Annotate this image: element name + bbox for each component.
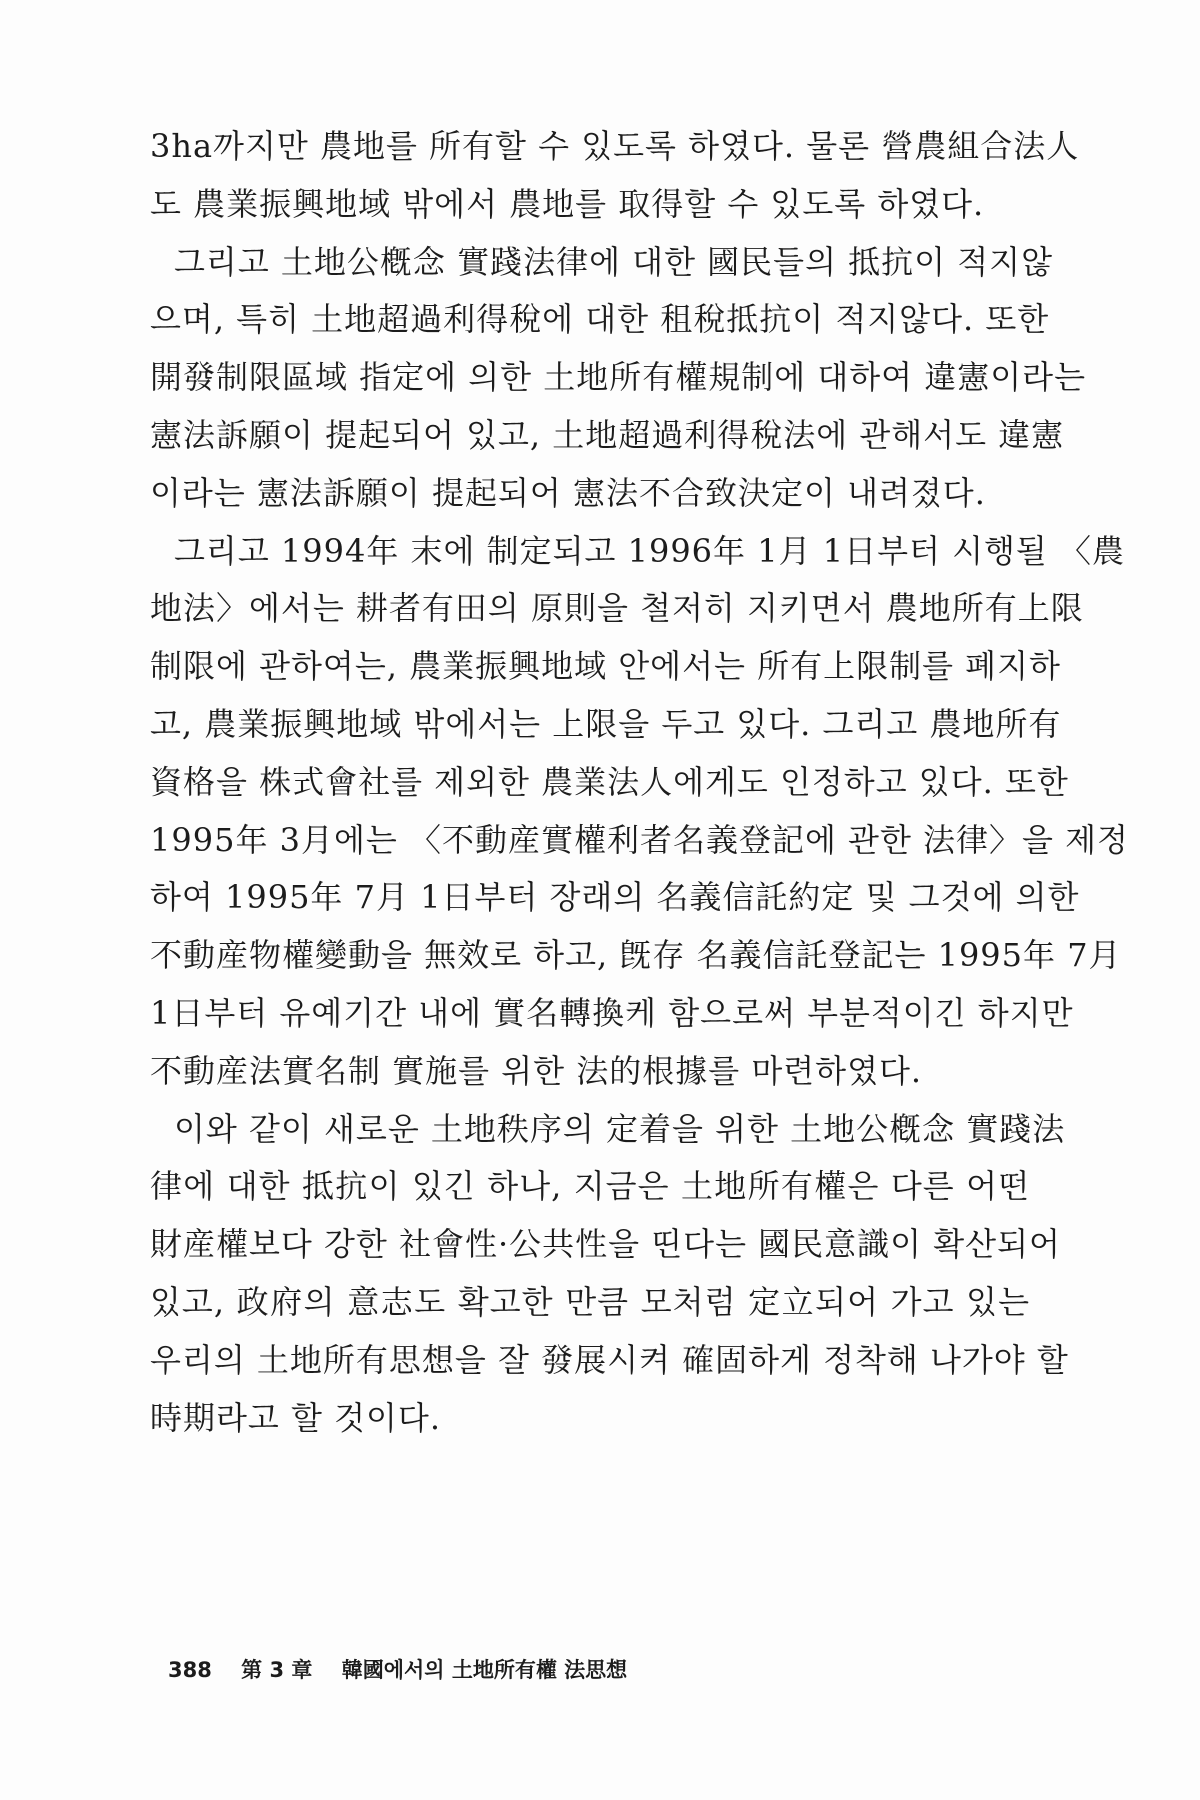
text-line: 하여 1995年 7月 1日부터 장래의 名義信託約定 및 그것에 의한 [150,878,1080,917]
text-line: 이라는 憲法訴願이 提起되어 憲法不合致決定이 내려졌다. [150,473,986,512]
text-line: 그리고 土地公槪念 實踐法律에 대한 國民들의 抵抗이 적지않 [174,242,1053,281]
text-line: 있고, 政府의 意志도 확고한 만큼 모처럼 定立되어 가고 있는 [150,1282,1030,1321]
text-line: 開發制限區域 指定에 의한 土地所有權規制에 대하여 違憲이라는 [150,358,1086,397]
text-line: 不動産法實名制 實施를 위한 法的根據를 마련하였다. [150,1051,923,1090]
text-line: 1日부터 유예기간 내에 實名轉換케 함으로써 부분적이긴 하지만 [150,993,1074,1032]
text-line: 財産權보다 강한 社會性·公共性을 띤다는 國民意識이 확산되어 [150,1225,1061,1264]
page-number: 388 [168,1658,212,1682]
text-line: 우리의 土地所有思想을 잘 發展시켜 確固하게 정착해 나가야 할 [150,1340,1069,1379]
text-line: 制限에 관하여는, 農業振興地域 안에서는 所有上限制를 폐지하 [150,647,1061,686]
chapter-title: 韓國에서의 土地所有權 法思想 [341,1658,628,1682]
text-line: 地法〉에서는 耕者有田의 原則을 철저히 지키면서 農地所有上限 [150,589,1084,628]
text-line: 3ha까지만 農地를 所有할 수 있도록 하였다. 물론 營農組合法人 [150,127,1080,165]
body-text [150,118,1129,1447]
text-line: 律에 대한 抵抗이 있긴 하나, 지금은 土地所有權은 다른 어떤 [150,1167,1030,1206]
running-footer [168,1654,649,1684]
text-line: 고, 農業振興地域 밖에서는 上限을 두고 있다. 그리고 農地所有 [150,704,1062,743]
text-line: 이와 같이 새로운 土地秩序의 定着을 위한 土地公槪念 實踐法 [174,1109,1066,1148]
text-line: 그리고 1994年 末에 制定되고 1996年 1月 1日부터 시행될 〈農 [174,531,1126,570]
text-line: 도 農業振興地域 밖에서 農地를 取得할 수 있도록 하였다. [150,184,985,223]
text-line: 1995年 3月에는 〈不動産實權利者名義登記에 관한 法律〉을 제정 [150,820,1129,859]
text-line: 時期라고 할 것이다. [150,1398,441,1437]
chapter-label: 第 3 章 [241,1658,313,1682]
text-line: 憲法訴願이 提起되어 있고, 土地超過利得稅法에 관해서도 違憲 [150,415,1065,454]
text-line: 不動産物權變動을 無效로 하고, 旣存 名義信託登記는 1995年 7月 [150,936,1122,975]
text-line: 資格을 株式會社를 제외한 農業法人에게도 인정하고 있다. 또한 [150,762,1069,801]
text-line: 으며, 특히 土地超過利得稅에 대한 租稅抵抗이 적지않다. 또한 [150,300,1050,339]
